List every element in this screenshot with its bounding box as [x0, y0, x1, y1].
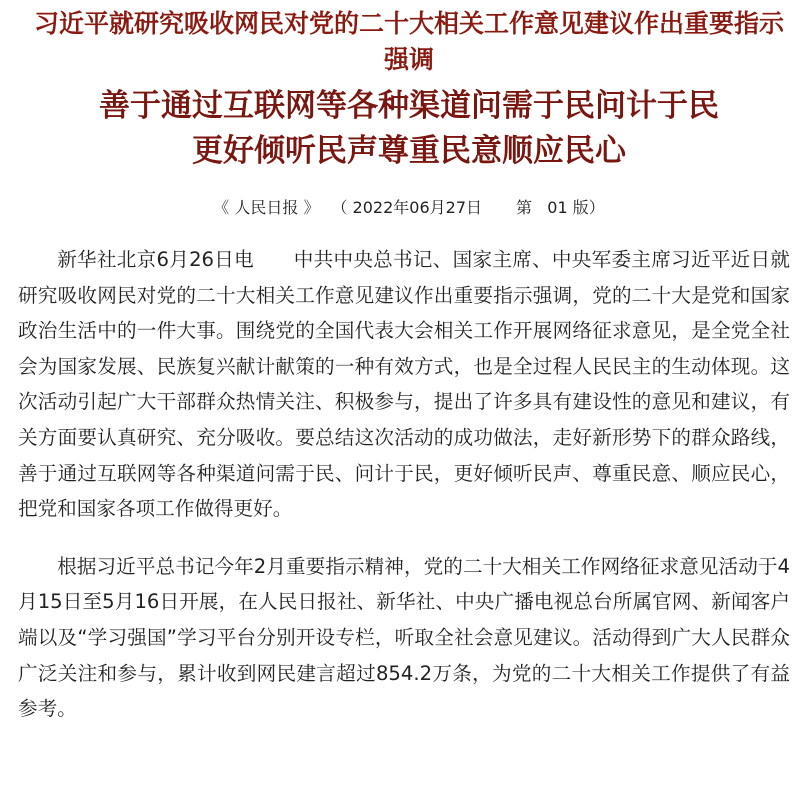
source-newspaper[interactable]: 《 人民日报 》 [213, 198, 320, 217]
main-title-line1: 善于通过互联网等各种渠道问需于民问计于民 [99, 88, 719, 124]
main-title-line2: 更好倾听民声尊重民意顺应民心 [192, 133, 626, 169]
body-paragraph: 根据习近平总书记今年2月重要指示精神，党的二十大相关工作网络征求意见活动于4月15日至5月16日开展，在人民日报社、新华社、中央广播电视总台所属官网、新闻客户端以及“学习强国”学习平台分别开设专栏，听取全社会意见建议。活动得到广大人民群众广泛关注和参与，累计收到网民建言超过854.2万条，为党的二十大相关工作提供了有益参考。 [18, 554, 790, 721]
publish-date: （ 2022年06月27日 [331, 198, 482, 217]
body-paragraph: 新华社北京6月26日电 中共中央总书记、国家主席、中央军委主席习近平近日就研究吸收网民对党的二十大相关工作意见建议作出重要指示强调，党的二十大是党和国家政治生活中的一件大事。围绕党的全国代表大会相关工作开展网络征求意见，是全党全社会为国家发展、民族复兴献计献策的一种有效方式，也是全过程人民民主的生动体现。这次活动引起广大干部群众热情关注、积极参与，提出了许多具有建设性的意见和建议，有关方面要认真研究、充分吸收。要总结这次活动的成功做法，走好新形势下的群众路线，善于通过互联网等各种渠道问需于民、问计于民，更好倾听民声、尊重民意、顺应民心，把党和国家各项工作做得更好。 [18, 248, 790, 521]
article-body [18, 242, 790, 727]
main-title [18, 84, 800, 174]
lead-title: 习近平就研究吸收网民对党的二十大相关工作意见建议作出重要指示强调 [33, 9, 784, 74]
page-number[interactable]: 第 01 版） [516, 198, 605, 217]
source-line [18, 194, 800, 222]
